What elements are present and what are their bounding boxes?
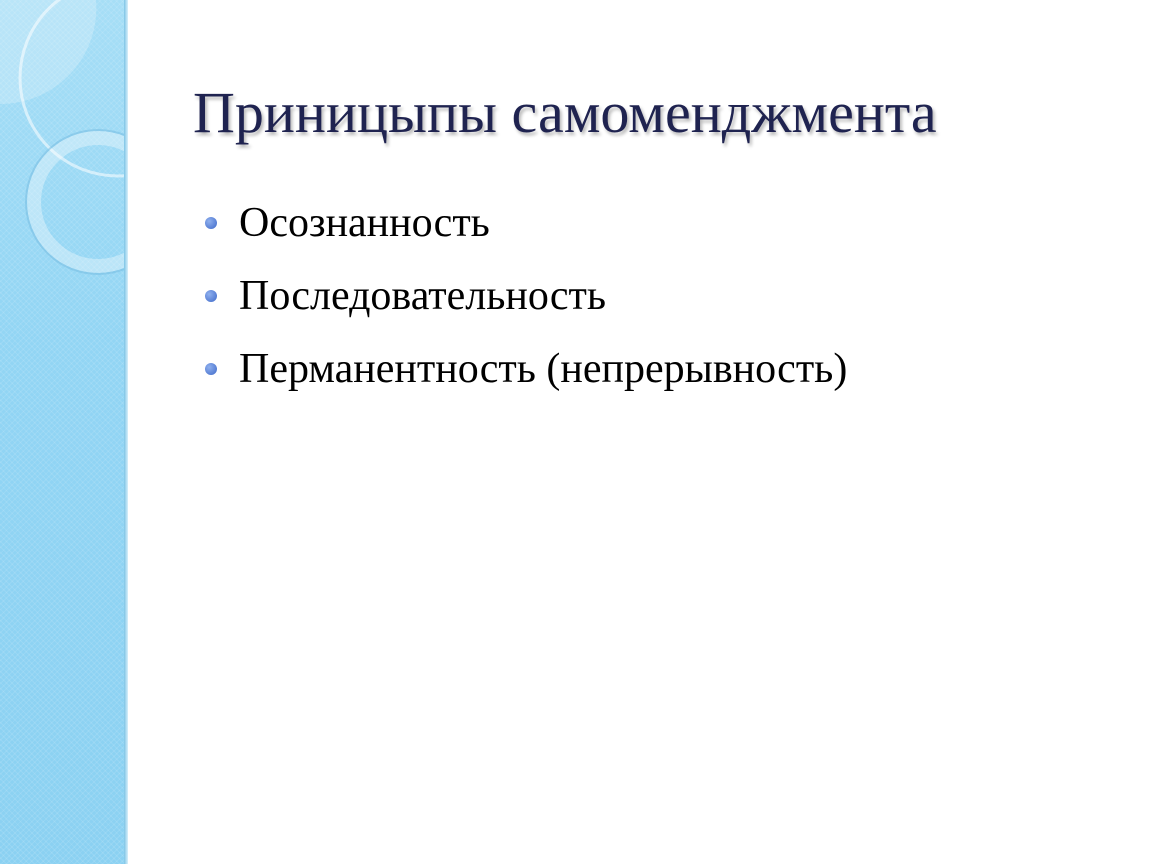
bullet-text: Осознанность (239, 199, 490, 246)
bullet-text: Перманентность (непрерывность) (239, 345, 848, 392)
list-item (205, 186, 847, 259)
bullet-icon (205, 290, 217, 302)
side-decorative-band (0, 0, 126, 864)
bullet-icon (205, 217, 217, 229)
band-edge (124, 0, 128, 864)
bullet-text: Последовательность (239, 272, 607, 319)
slide-title: Приницыпы самоменджмента (193, 80, 937, 145)
list-item (205, 332, 847, 405)
circle-decoration-icon (0, 0, 126, 864)
bullet-icon (205, 363, 217, 375)
bullet-list (205, 186, 847, 405)
list-item (205, 259, 847, 332)
